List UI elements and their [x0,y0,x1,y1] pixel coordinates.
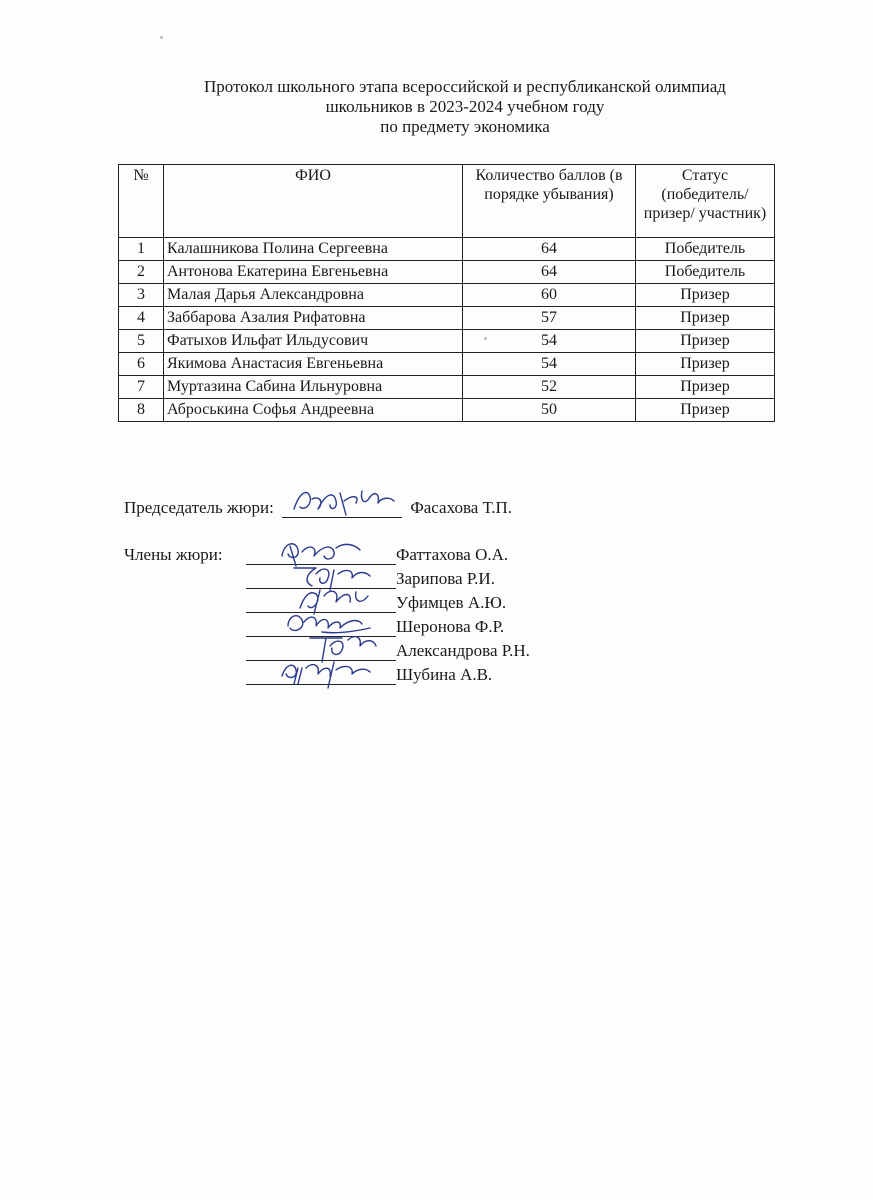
member-name: Шубина А.В. [396,665,493,684]
member-signature-line [246,642,396,661]
title-line: школьников в 2023-2024 учебном году [325,97,605,116]
table-row [119,353,775,376]
jury-member [246,641,530,665]
table-header-row [119,165,775,238]
cell-score: 60 [463,284,636,307]
cell-status: Призер [636,399,775,422]
jury-member [246,617,504,641]
member-signature-line [246,594,396,613]
table-row [119,284,775,307]
member-name: Фаттахова О.А. [396,545,509,564]
title-line: по предмету экономика [380,117,550,136]
member-name: Шеронова Ф.Р. [396,617,505,636]
jury-chair [124,498,512,518]
document-title [100,77,830,137]
cell-num: 3 [119,284,164,307]
cell-num: 4 [119,307,164,330]
cell-status: Призер [636,376,775,399]
cell-status: Призер [636,307,775,330]
cell-name: Якимова Анастасия Евгеньевна [164,353,463,376]
cell-score: 54 [463,353,636,376]
cell-score: 50 [463,399,636,422]
table-row [119,307,775,330]
chair-label: Председатель жюри: [124,498,274,517]
chair-signature-line [282,499,402,518]
cell-score: 52 [463,376,636,399]
cell-status: Призер [636,284,775,307]
member-name: Александрова Р.Н. [396,641,530,660]
member-signature-line [246,666,396,685]
scan-speck [160,36,163,39]
header-num: № [119,165,164,238]
cell-name: Малая Дарья Александровна [164,284,463,307]
jury-member [246,593,506,617]
table-row [119,238,775,261]
results-table [118,164,775,422]
cell-score: 64 [463,238,636,261]
table-row [119,376,775,399]
cell-num: 7 [119,376,164,399]
cell-num: 5 [119,330,164,353]
cell-status: Победитель [636,238,775,261]
cell-name: Фатыхов Ильфат Ильдусович [164,330,463,353]
cell-name: Аброськина Софья Андреевна [164,399,463,422]
cell-name: Антонова Екатерина Евгеньевна [164,261,463,284]
cell-status: Призер [636,353,775,376]
cell-score: 54 [463,330,636,353]
cell-score: 57 [463,307,636,330]
jury-member [246,569,495,593]
cell-score: 64 [463,261,636,284]
cell-num: 1 [119,238,164,261]
table-row [119,261,775,284]
member-signature-line [246,570,396,589]
table-row [119,330,775,353]
cell-num: 2 [119,261,164,284]
cell-status: Победитель [636,261,775,284]
cell-num: 6 [119,353,164,376]
table-row [119,399,775,422]
jury-member [246,665,492,689]
cell-name: Калашникова Полина Сергеевна [164,238,463,261]
jury-member [246,545,508,569]
member-signature-line [246,546,396,565]
members-label: Члены жюри: [124,545,223,564]
cell-status: Призер [636,330,775,353]
header-name: ФИО [164,165,463,238]
member-signature-line [246,618,396,637]
title-line: Протокол школьного этапа всероссийской и республиканской олимпиад [204,77,726,96]
chair-name: Фасахова Т.П. [410,498,512,517]
header-score: Количество баллов (в порядке убывания) [463,165,636,238]
chair-signature [290,485,400,521]
cell-name: Заббарова Азалия Рифатовна [164,307,463,330]
member-signature [276,536,366,570]
member-name: Уфимцев А.Ю. [396,593,507,612]
cell-num: 8 [119,399,164,422]
cell-name: Муртазина Сабина Ильнуровна [164,376,463,399]
member-name: Зарипова Р.И. [396,569,495,588]
header-status: Статус (победитель/ призер/ участник) [636,165,775,238]
